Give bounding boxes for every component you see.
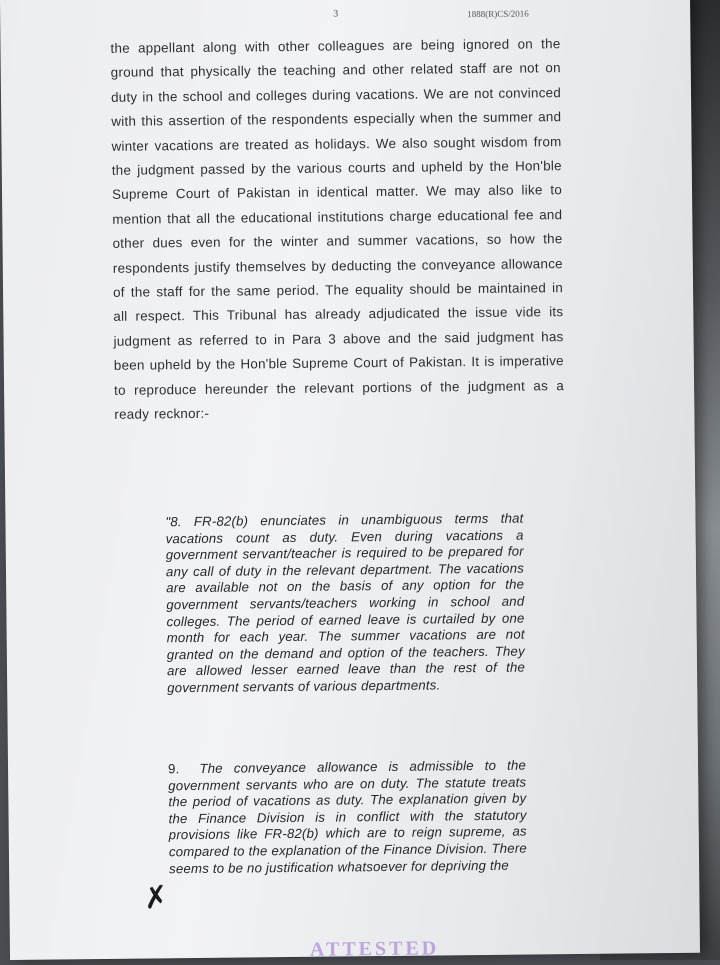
para-9-text: The conveyance allowance is admissible to the government servants who are on duty. The statute treats the period of vacations as duty. The explanation given by the Finance Division is in conflict with the statutory provisions like FR-82(b) which are to reign supreme, as compared to the explanation of the Finance Division. There seems to be no justification whatsoever for depriving the [168,757,527,876]
quoted-para-8: "8. FR-82(b) enunciates in unambiguous terms that vacations count as duty. Even during vacations a government servant/teacher is required to be prepared for any call of duty in the relevant department. The vacations are available not on the basis of any option for the government servants/teachers working in school and colleges. The period of earned leave is curtailed by one month for each year. The summer vacations are not granted on the demand and option of the teachers. They are allowed lesser earned leave than the rest of the government servants of various departments. [165,510,526,696]
attested-stamp: ATTESTED [309,937,440,961]
handwritten-mark-icon: ✗ [141,879,171,917]
quoted-para-9 [168,758,527,878]
para-9-number: 9. [167,761,180,777]
case-number: 1888(R)CS/2016 [467,8,529,20]
page-number: 3 [333,8,339,20]
judgment-paragraph: the appellant along with other colleagues are being ignored on the ground that physically the teaching and other related staff are not on duty in the school and colleges during vacations. We are not convinced with this assertion of the respondents especially when the summer and winter vacations are treated as holidays. We also sought wisdom from the judgment passed by the various courts and upheld by the Hon'ble Supreme Court of Pakistan in identical matter. We may also like to mention that all the educational institutions charge educational fee and other dues even for the winter and summer vacations, so how the respondents justify themselves by deducting the conveyance allowance of the staff for the same period. The equality should be maintained in all respect. This Tribunal has already adjudicated the issue vide its judgment as referred to in Para 3 above and the said judgment has been upheld by the Hon'ble Supreme Court of Pakistan. It is imperative to reproduce hereunder the relevant portions of the judgment as a ready recknor:- [110,36,565,422]
